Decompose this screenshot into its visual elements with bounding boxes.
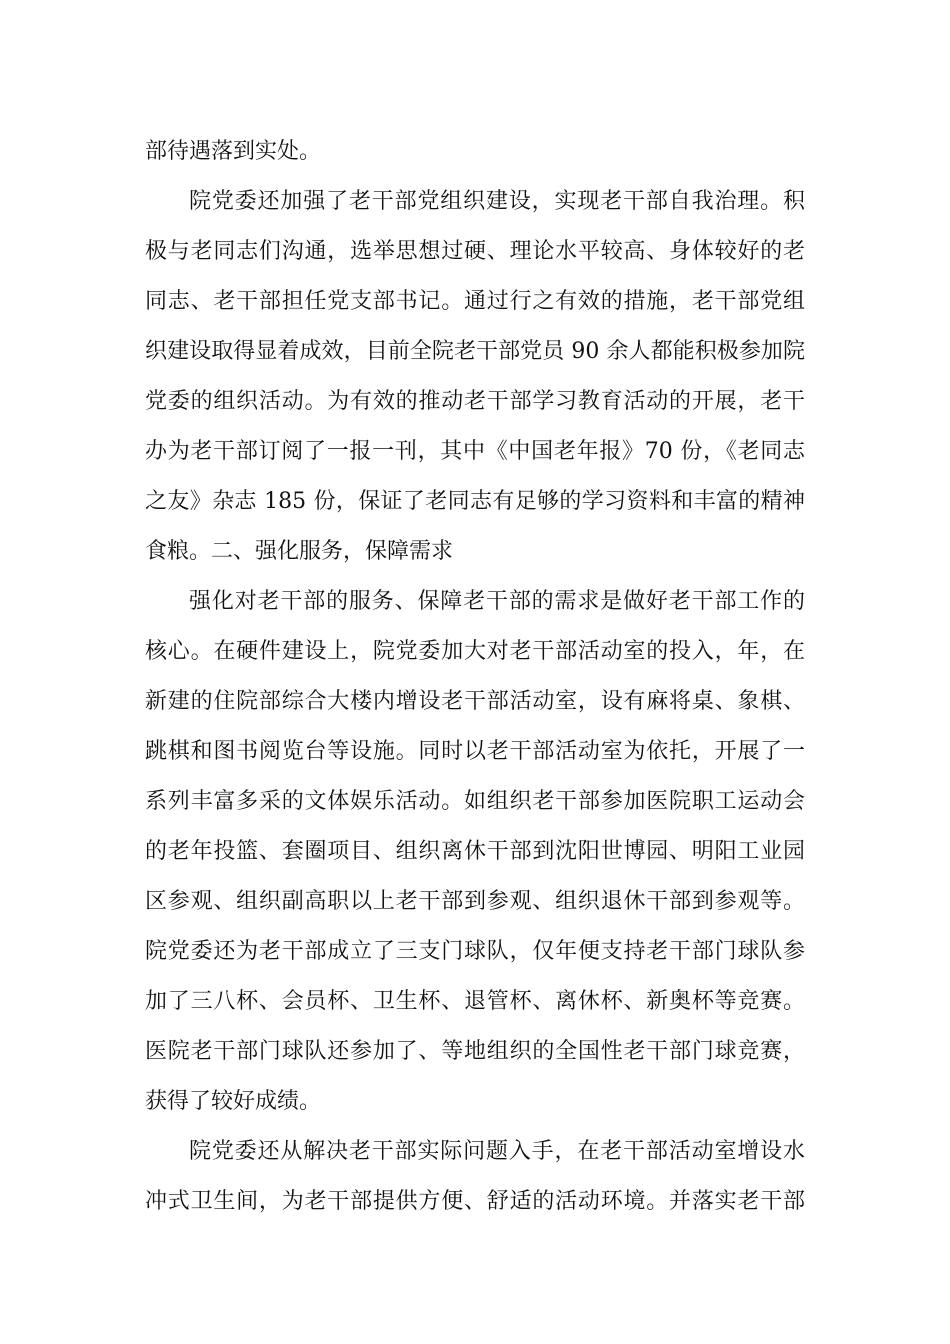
- text-line: 跳棋和图书阅览台等设施。同时以老干部活动室为依托，开展了一: [145, 739, 805, 764]
- text-line: 院党委还为老干部成立了三支门球队，仅年便支持老干部门球队参: [145, 939, 805, 964]
- paragraph-first-line: 强化对老干部的服务、保障老干部的需求是做好老干部工作的: [189, 589, 805, 614]
- text-line: 区参观、组织副高职以上老干部到参观、组织退休干部到参观等。: [145, 889, 805, 914]
- text-line: 织建设取得显着成效，目前全院老干部党员 90 余人都能积极参加院: [145, 339, 805, 364]
- text-line: 食粮。二、强化服务，保障需求: [145, 539, 454, 564]
- text-line: 办为老干部订阅了一报一刊，其中《中国老年报》70 份，《老同志: [145, 439, 805, 464]
- text-line: 之友》杂志 185 份，保证了老同志有足够的学习资料和丰富的精神: [145, 489, 805, 514]
- text-line: 系列丰富多采的文体娱乐活动。如组织老干部参加医院职工运动会: [145, 789, 805, 814]
- paragraph-first-line: 院党委还加强了老干部党组织建设，实现老干部自我治理。积: [189, 189, 805, 214]
- text-line: 极与老同志们沟通，选举思想过硬、理论水平较高、身体较好的老: [145, 239, 805, 264]
- text-line: 新建的住院部综合大楼内增设老干部活动室，设有麻将桌、象棋、: [145, 689, 805, 714]
- text-line: 医院老干部门球队还参加了、等地组织的全国性老干部门球竞赛，: [145, 1039, 805, 1064]
- paragraph-first-line: 院党委还从解决老干部实际问题入手，在老干部活动室增设水: [189, 1139, 805, 1164]
- text-line: 部待遇落到实处。: [145, 139, 322, 164]
- text-line: 党委的组织活动。为有效的推动老干部学习教育活动的开展，老干: [145, 389, 805, 414]
- text-line: 冲式卫生间，为老干部提供方便、舒适的活动环境。并落实老干部: [145, 1189, 805, 1214]
- text-line: 同志、老干部担任党支部书记。通过行之有效的措施，老干部党组: [145, 289, 805, 314]
- text-line: 加了三八杯、会员杯、卫生杯、退管杯、离休杯、新奥杯等竞赛。: [145, 989, 805, 1014]
- text-line: 获得了较好成绩。: [145, 1089, 322, 1114]
- text-line: 的老年投篮、套圈项目、组织离休干部到沈阳世博园、明阳工业园: [145, 839, 805, 864]
- text-line: 核心。在硬件建设上，院党委加大对老干部活动室的投入，年，在: [145, 639, 805, 664]
- body-text: [145, 127, 805, 1227]
